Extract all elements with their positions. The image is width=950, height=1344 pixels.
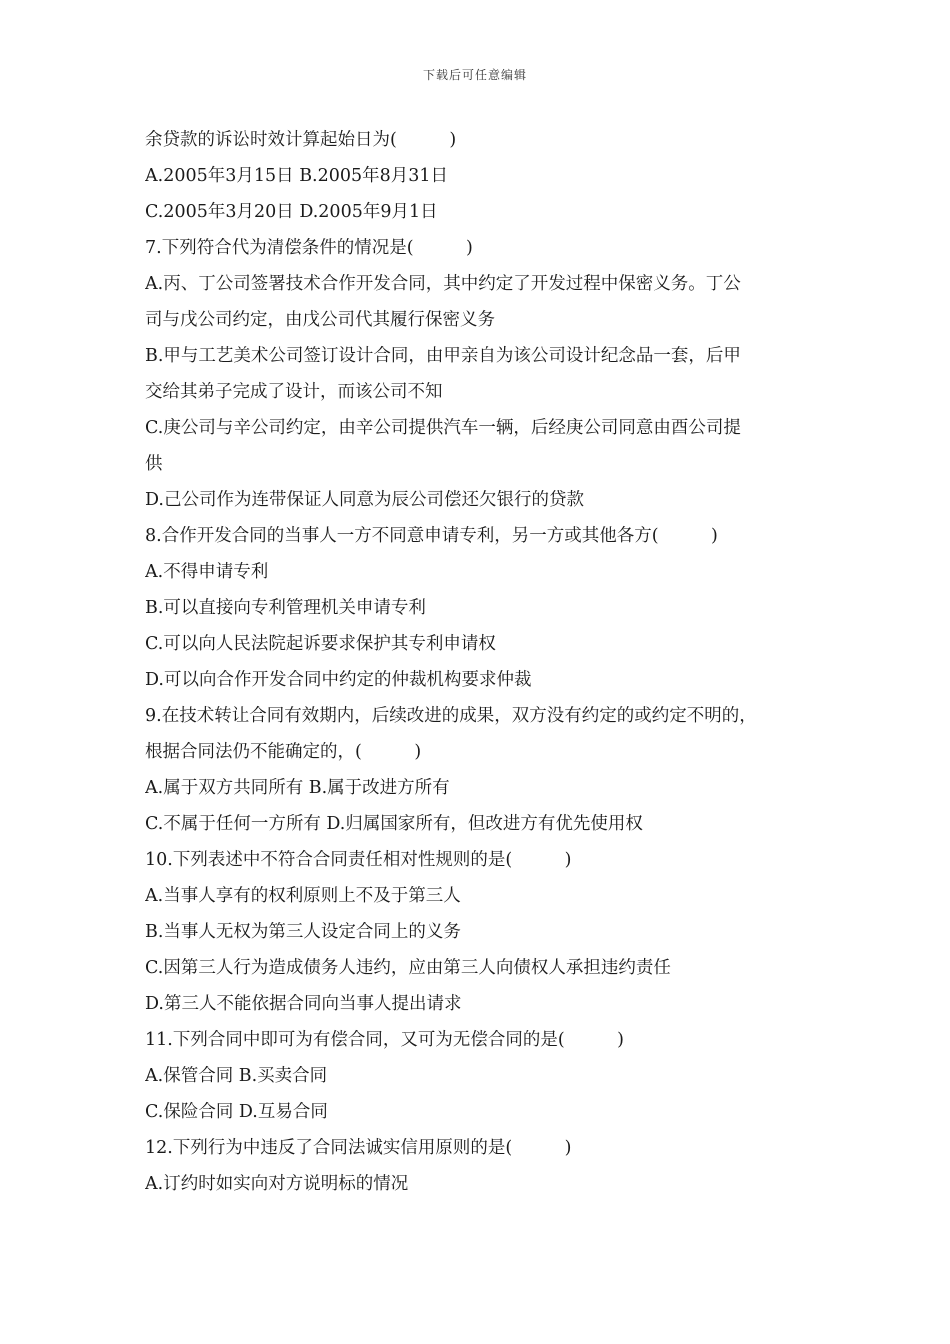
text-line: D.第三人不能依据合同向当事人提出请求	[145, 994, 462, 1014]
text-line: A.当事人享有的权利原则上不及于第三人	[145, 886, 461, 906]
text-line: 根据合同法仍不能确定的，( )	[145, 742, 422, 762]
text-line: A.订约时如实向对方说明标的情况	[145, 1174, 409, 1194]
text-line: C.庚公司与辛公司约定，由辛公司提供汽车一辆，后经庚公司同意由酉公司提	[145, 418, 741, 438]
text-line: 司与戊公司约定，由戊公司代其履行保密义务	[145, 310, 495, 330]
question-8: 8.合作开发合同的当事人一方不同意申请专利，另一方或其他各方( )	[145, 526, 718, 546]
question-11: 11.下列合同中即可为有偿合同，又可为无偿合同的是( )	[145, 1030, 624, 1050]
text-line: C.可以向人民法院起诉要求保护其专利申请权	[145, 634, 496, 654]
text-line: D.己公司作为连带保证人同意为辰公司偿还欠银行的贷款	[145, 490, 584, 510]
text-line: A.2005年3月15日 B.2005年8月31日	[145, 166, 449, 186]
text-line: 供	[145, 454, 163, 474]
text-line: B.可以直接向专利管理机关申请专利	[145, 598, 426, 618]
question-12: 12.下列行为中违反了合同法诚实信用原则的是( )	[145, 1138, 572, 1158]
text-line: C.2005年3月20日 D.2005年9月1日	[145, 202, 438, 222]
text-line: 余贷款的诉讼时效计算起始日为( )	[145, 130, 457, 150]
question-9: 9.在技术转让合同有效期内，后续改进的成果，双方没有约定的或约定不明的，	[145, 706, 757, 726]
question-10: 10.下列表述中不符合合同责任相对性规则的是( )	[145, 850, 572, 870]
text-line: 交给其弟子完成了设计，而该公司不知	[145, 382, 443, 402]
page-header: 下载后可任意编辑	[422, 68, 527, 82]
text-line: B.当事人无权为第三人设定合同上的义务	[145, 922, 461, 942]
text-line: C.不属于任何一方所有 D.归属国家所有，但改进方有优先使用权	[145, 814, 643, 834]
text-line: C.保险合同 D.互易合同	[145, 1102, 328, 1122]
document-body	[145, 122, 845, 1202]
text-line: A.不得申请专利	[145, 562, 269, 582]
text-line: B.甲与工艺美术公司签订设计合同，由甲亲自为该公司设计纪念品一套，后甲	[145, 346, 741, 366]
text-line: A.丙、丁公司签署技术合作开发合同，其中约定了开发过程中保密义务。丁公	[145, 274, 741, 294]
text-line: A.保管合同 B.买卖合同	[145, 1066, 328, 1086]
text-line: D.可以向合作开发合同中约定的仲裁机构要求仲裁	[145, 670, 532, 690]
question-7: 7.下列符合代为清偿条件的情况是( )	[145, 238, 473, 258]
text-line: A.属于双方共同所有 B.属于改进方所有	[145, 778, 450, 798]
text-line: C.因第三人行为造成债务人违约，应由第三人向债权人承担违约责任	[145, 958, 671, 978]
